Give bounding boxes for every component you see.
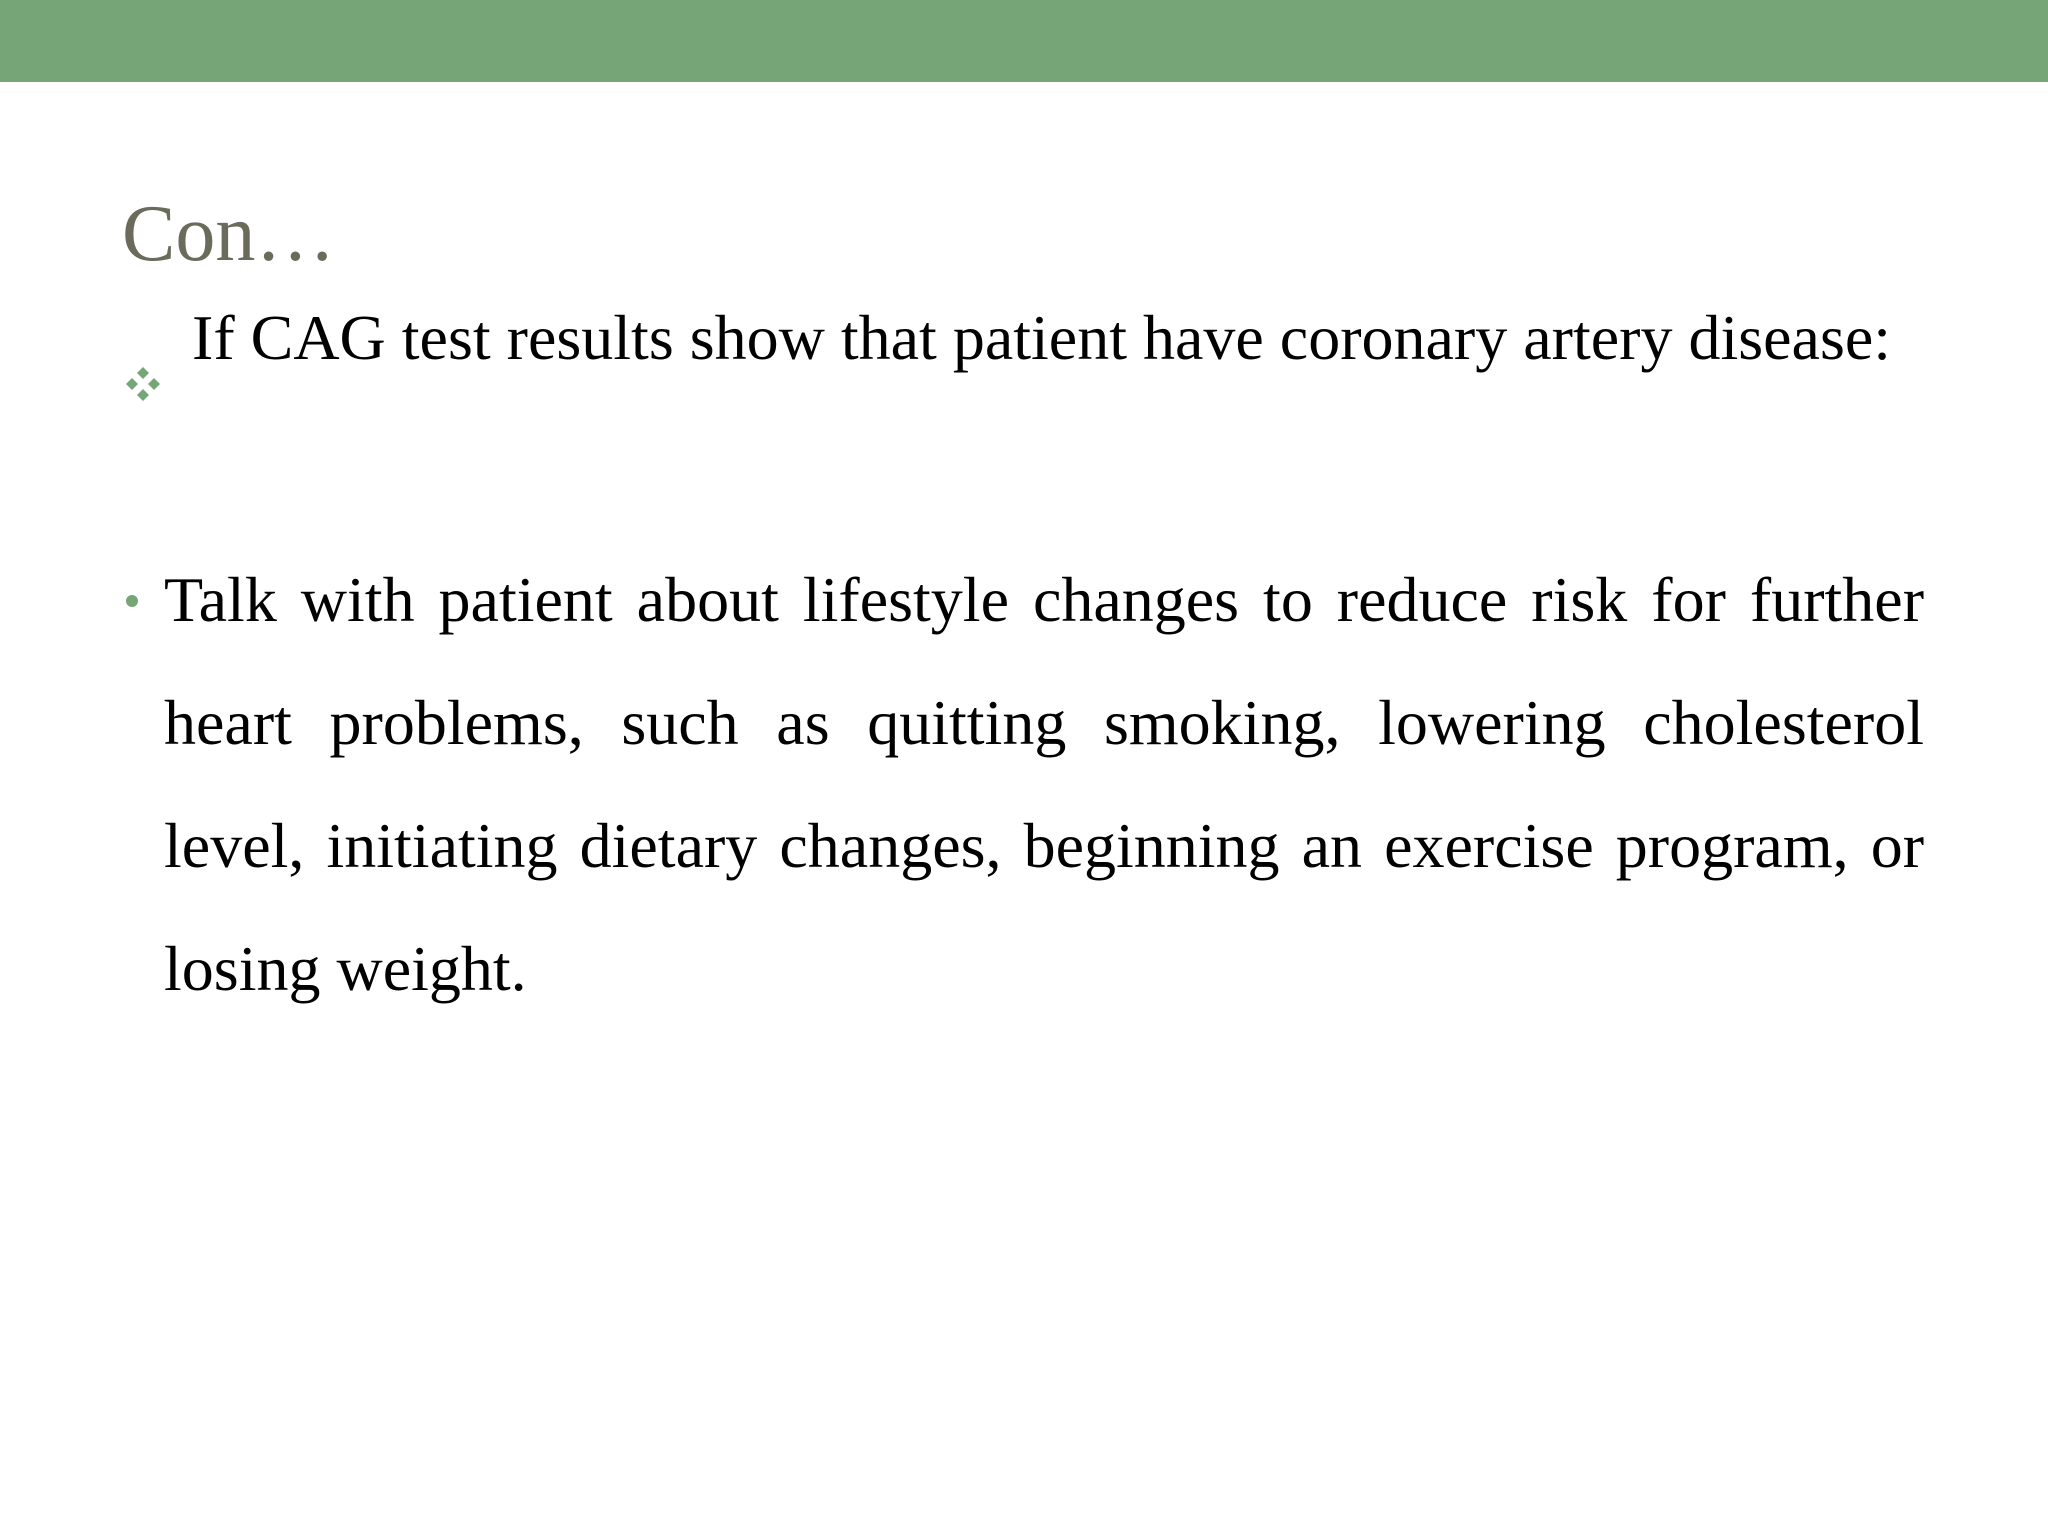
bullet-item-lifestyle [164,538,1924,1030]
slide-title: Con… [122,190,336,278]
diamond-cluster-icon [122,320,164,362]
bullet-text: Talk with patient about lifestyle changes to reduce risk for further heart problems, such as quitting smoking, lowering cholesterol level, initiating dietary changes, beginning an exercise program, or losing weight. [164,564,1924,1004]
bullet-item-cag-result [164,276,1924,399]
bullet-text: If CAG test results show that patient have coronary artery disease: [192,302,1892,373]
dot-bullet-icon [126,595,138,607]
